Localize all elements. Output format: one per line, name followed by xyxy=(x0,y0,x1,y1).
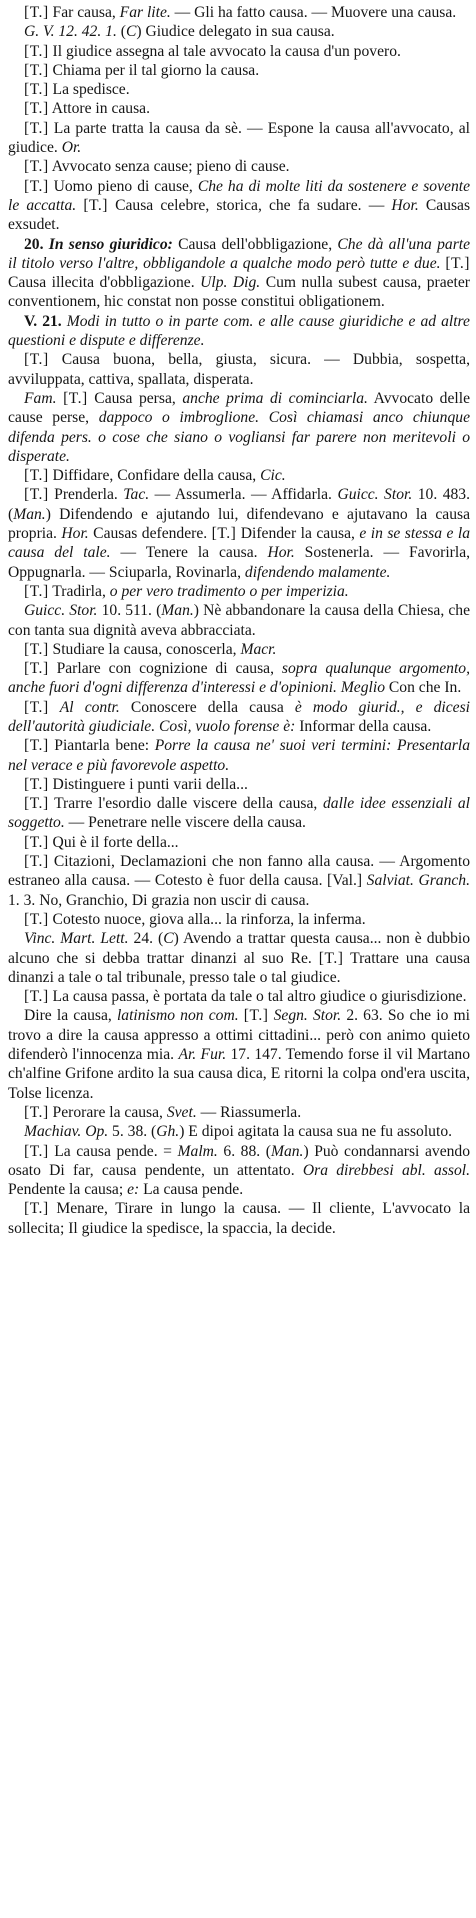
entry-text: Parlare con cognizione di causa, xyxy=(48,660,282,678)
entry-text: La causa pende. xyxy=(139,1181,244,1199)
entry-text: Tac. xyxy=(123,486,150,504)
source-tag: [T.] xyxy=(24,42,49,60)
entry-text: — Gli ha fatto causa. — Muovere una causa. xyxy=(170,4,457,21)
entry-text: difendendo malamente. xyxy=(244,563,391,581)
entry-paragraph xyxy=(8,833,470,852)
entry-text: 2. 63. So che io mi trovo a dire la causa appresso a ottimi cittadini... però con animo quieto difenderò l'innocenza mia. xyxy=(8,1007,471,1064)
entry-text: Gh. xyxy=(156,1123,180,1141)
entry-text: Vinc. Mart. Lett. xyxy=(24,930,129,948)
entry-text: La spedisce. xyxy=(48,81,130,99)
entry-text: Hor. xyxy=(391,196,419,214)
entry-text: Chiama per il tal giorno la causa. xyxy=(48,61,260,79)
entry-text: Man. xyxy=(13,505,46,523)
entry-text: Dire la causa, xyxy=(24,1007,117,1025)
entry-text: 5. 38. ( xyxy=(108,1123,157,1141)
entry-text: Studiare la causa, conoscerla, xyxy=(48,640,241,658)
entry-text: ) Può condannarsi avendo osato Di far, causa pendente, un attentato. xyxy=(8,1142,471,1179)
entry-text: G. V. 12. 42. 1. xyxy=(24,23,117,41)
entry-text: Diffidare, Confidare della causa, xyxy=(48,467,261,485)
entry-text: Pendente la causa; xyxy=(8,1181,128,1199)
entry-text: Causas exsudet. xyxy=(8,196,471,234)
entry-text: ) Giudice delegato in sua causa. xyxy=(136,23,335,41)
entry-text: Machiav. Op. xyxy=(24,1123,109,1141)
source-tag: [T.] xyxy=(24,737,49,755)
entry-text: Guicc. Stor. xyxy=(337,486,413,504)
entry-text: Cic. xyxy=(260,467,286,485)
entry-text: Attore in causa. xyxy=(48,100,150,118)
entry-paragraph xyxy=(8,794,470,833)
entry-text: Ar. Fur. xyxy=(178,1046,227,1064)
source-tag: [T.] xyxy=(24,775,49,793)
source-tag: [T.] xyxy=(445,254,470,272)
entry-text: Porre la causa ne' suoi veri termini: Presentarla nel verace e più favorevole aspetto. xyxy=(8,737,470,774)
entry-text: Causa persa, xyxy=(87,389,183,407)
entry-text: — Riassumerla. xyxy=(196,1103,302,1121)
entry-text: Che ha di molte liti da sostenere e sovente le accatta. xyxy=(8,177,471,214)
source-tag: [T.] xyxy=(24,910,49,928)
entry-paragraph xyxy=(8,22,470,41)
entry-text: dalle idee essenziali al soggetto. xyxy=(8,795,470,832)
entry-text: sopra qualunque argomento, anche fuori d'ogni differenza d'interessi e d'opinioni. Meglio xyxy=(8,660,470,697)
entry-text: 6. 88. ( xyxy=(217,1142,271,1160)
source-tag: [T.] xyxy=(24,4,49,21)
entry-text: 10. 511. ( xyxy=(97,602,162,620)
entry-text: Hor. xyxy=(267,544,295,562)
entry-paragraph xyxy=(8,1199,470,1238)
source-tag: [T.] xyxy=(24,795,49,813)
entry-text: latinismo non com. xyxy=(116,1007,239,1025)
entry-text: 17. 147. Temendo forse il vil Martano ch'alfine Grifone ardito la sua causa dica, E ritorni la colpa ond'era uscita, Tolse licenza. xyxy=(8,1046,470,1102)
entry-text: Che dà all'una parte il titolo verso l'altre, obbligandole a qualche modo però tutte e due. xyxy=(8,235,471,272)
entry-text: Causa illecita d'obbligazione. xyxy=(8,274,201,292)
entry-paragraph xyxy=(8,99,470,118)
entry-paragraph xyxy=(8,312,470,351)
entry-text: Ulp. Dig. xyxy=(200,274,261,292)
entry-text: — Assumerla. — Affidarla. xyxy=(149,486,338,504)
entry-text: C xyxy=(163,930,174,948)
entry-paragraph xyxy=(8,775,470,794)
entry-paragraph xyxy=(8,1006,470,1102)
entry-paragraph xyxy=(8,659,470,698)
entry-text: Trarre l'esordio dalle viscere della causa, xyxy=(48,795,323,813)
entry-text: Guicc. Stor. xyxy=(24,602,98,620)
source-tag: [T.] xyxy=(24,119,49,137)
entry-text: Fam. xyxy=(24,389,57,407)
entry-text: Prenderla. xyxy=(48,486,124,504)
entry-text: ) Difendendo e ajutando lui, difendevano e ajutavano la causa propria. xyxy=(8,505,470,543)
entry-text: Macr. xyxy=(240,640,277,658)
entry-paragraph xyxy=(8,157,470,176)
source-tag: [T.] xyxy=(318,949,344,967)
entry-text: ( xyxy=(116,23,126,41)
source-tag: [T.] xyxy=(24,1142,49,1160)
entry-text: Tradirla, xyxy=(48,582,110,600)
entry-text: 10. 483. ( xyxy=(8,486,470,523)
entry-paragraph xyxy=(8,601,470,640)
entry-text: dappoco o imbroglione. Così chiamasi anco chiunque difenda pers. o cose che siano o vogliansi far parere non meritevoli o disperate. xyxy=(8,409,470,465)
entry-paragraph xyxy=(8,485,470,581)
source-tag: [T.] xyxy=(24,100,49,118)
entry-text: Far lite. xyxy=(119,4,171,21)
entry-text: Causa celebre, storica, che fa sudare. — xyxy=(107,196,392,214)
source-tag: [T.] xyxy=(83,196,108,214)
source-tag: [T.] xyxy=(24,158,49,176)
entry-text: Causas defendere. xyxy=(88,525,212,543)
entry-text: Citazioni, Declamazioni che non fanno alla causa. — Argomento estraneo alla causa. — Cotesto è fuor della causa. [Val.] xyxy=(8,853,470,890)
entry-paragraph xyxy=(8,1122,470,1141)
entry-text: Qui è il forte della... xyxy=(48,833,179,851)
entry-text: è modo giurid., e dicesi dell'autorità giudiciale. Così, vuolo forense è: xyxy=(8,698,471,735)
entry-text: Distinguere i punti varii della... xyxy=(48,775,248,793)
entry-text: e: xyxy=(127,1181,140,1199)
entry-text: C xyxy=(125,23,137,41)
entry-text: Uomo pieno di cause, xyxy=(48,177,198,195)
entry-paragraph xyxy=(8,929,470,987)
entry-text: Avvocato senza cause; pieno di cause. xyxy=(48,158,290,176)
entry-paragraph xyxy=(8,61,470,80)
entry-paragraph xyxy=(8,42,470,61)
entry-paragraph xyxy=(8,350,470,389)
entry-text: Man. xyxy=(270,1142,304,1160)
source-tag: [T.] xyxy=(24,486,49,504)
entry-text: Conoscere della causa xyxy=(119,698,295,716)
source-tag: [T.] xyxy=(24,467,49,485)
entry-text: o per vero tradimento o per imperizia. xyxy=(109,582,349,600)
entry-text: Far causa, xyxy=(48,4,120,21)
source-tag: [T.] xyxy=(24,853,49,871)
entry-text: Salviat. Granch. xyxy=(366,872,470,890)
entry-paragraph xyxy=(8,389,470,466)
entry-text: Causa buona, bella, giusta, sicura. — Dubbia, sospetta, avviluppata, cattiva, spallata, disperata. xyxy=(8,351,470,388)
entry-text: Avvocato delle cause perse, xyxy=(8,389,470,427)
entry-text: Cum nulla subest causa, praeter conventionem, hic constat non posse constitui obligationem. xyxy=(8,274,470,311)
entry-text: Hor. xyxy=(61,525,89,543)
entry-text: Difender la causa, xyxy=(236,525,360,543)
entry-text: Man. xyxy=(161,602,194,620)
entry-text: ) Nè abbandonare la causa della Chiesa, che con tanta sua dignità aveva abbracciata. xyxy=(8,602,471,639)
entry-paragraph xyxy=(8,3,470,22)
source-tag: [T.] xyxy=(24,177,49,195)
source-tag: [T.] xyxy=(24,1200,49,1218)
entry-text: — Penetrare nelle viscere della causa. xyxy=(64,814,306,832)
entry-paragraph xyxy=(8,235,470,312)
entry-text: Con che In. xyxy=(385,679,462,697)
source-tag: [T.] xyxy=(24,640,49,658)
source-tag: [T.] xyxy=(24,698,49,716)
entry-text: La causa passa, è portata da tale o tal altro giudice o giurisdizione. xyxy=(48,988,467,1006)
entry-text xyxy=(49,699,60,716)
source-tag: [T.] xyxy=(24,61,49,79)
entry-paragraph xyxy=(8,987,470,1006)
entry-paragraph xyxy=(8,640,470,659)
source-tag: [T.] xyxy=(24,660,49,678)
entry-paragraph xyxy=(8,80,470,99)
entry-text: Causa dell'obbligazione, xyxy=(172,235,338,253)
entry-text: Informar della causa. xyxy=(295,717,432,735)
entry-text: 20. xyxy=(24,235,44,253)
entry-text: Cotesto nuoce, giova alla... la rinforza, la inferma. xyxy=(48,910,366,928)
entry-text: Svet. xyxy=(166,1103,197,1121)
source-tag: [T.] xyxy=(24,988,49,1006)
entry-paragraph xyxy=(8,910,470,929)
entry-text: ) E dipoi agitata la causa sua ne fu assoluto. xyxy=(179,1123,453,1141)
entry-text: anche prima di cominciarla. xyxy=(182,389,368,407)
entry-text: In senso giuridico: xyxy=(48,235,173,253)
source-tag: [T.] xyxy=(24,81,49,99)
entry-text: e in se stessa e la causa del tale. xyxy=(8,525,471,562)
entry-paragraph xyxy=(8,582,470,601)
entry-paragraph xyxy=(8,736,470,775)
entry-text: 24. ( xyxy=(128,930,164,948)
entry-paragraph xyxy=(8,466,470,485)
entry-paragraph xyxy=(8,1103,470,1122)
entry-text: Or. xyxy=(61,139,82,157)
entry-text: Il giudice assegna al tale avvocato la causa d'un povero. xyxy=(48,42,401,60)
entry-text: Al contr. xyxy=(59,698,120,716)
entry-text: La parte tratta la causa da sè. — Espone la causa all'avvocato, al giudice. xyxy=(8,119,470,157)
entry-paragraph xyxy=(8,119,470,158)
source-tag: [T.] xyxy=(24,351,49,369)
entry-text: Perorare la causa, xyxy=(48,1103,167,1121)
entry-paragraph xyxy=(8,177,470,235)
entry-paragraph xyxy=(8,698,470,737)
source-tag: [T.] xyxy=(24,582,49,600)
source-tag: [T.] xyxy=(211,525,237,543)
entry-text: Piantarla bene: xyxy=(48,737,155,755)
entry-text: V. 21. xyxy=(24,312,62,330)
entry-text: Ora direbbesi abl. assol. xyxy=(302,1161,470,1179)
entry-text: Malm. xyxy=(177,1142,218,1160)
entry-paragraph xyxy=(8,852,470,910)
entry-text: ) Avendo a trattar questa causa... non è dubbio alcuno che si debba trattar dinanzi al suo Re. xyxy=(8,930,471,967)
source-tag: [T.] xyxy=(24,1103,49,1121)
entry-text: Segn. Stor. xyxy=(273,1007,342,1025)
source-tag: [T.] xyxy=(243,1007,269,1025)
entry-text: Modi in tutto o in parte com. e alle cause giuridiche e ad altre questioni e dispute e differenze. xyxy=(8,312,470,350)
entry-text: Trattare una causa dinanzi a tale o tal tribunale, presso tale o tal giudice. xyxy=(8,949,471,986)
entry-paragraph xyxy=(8,1142,470,1200)
entry-text: Sostenerla. — Favorirla, Oppugnarla. — Sciuparla, Rovinarla, xyxy=(8,544,471,581)
entry-text: — Tenere la causa. xyxy=(110,544,268,562)
entry-text: 1. 3. No, Granchio, Di grazia non uscir di causa. xyxy=(8,891,310,909)
entry-text: Menare, Tirare in lungo la causa. — Il cliente, L'avvocato la sollecita; Il giudice la spedisce, la spaccia, la decide. xyxy=(8,1200,470,1237)
entry-text: La causa pende. = xyxy=(48,1142,178,1160)
source-tag: [T.] xyxy=(24,833,49,851)
source-tag: [T.] xyxy=(63,389,88,407)
